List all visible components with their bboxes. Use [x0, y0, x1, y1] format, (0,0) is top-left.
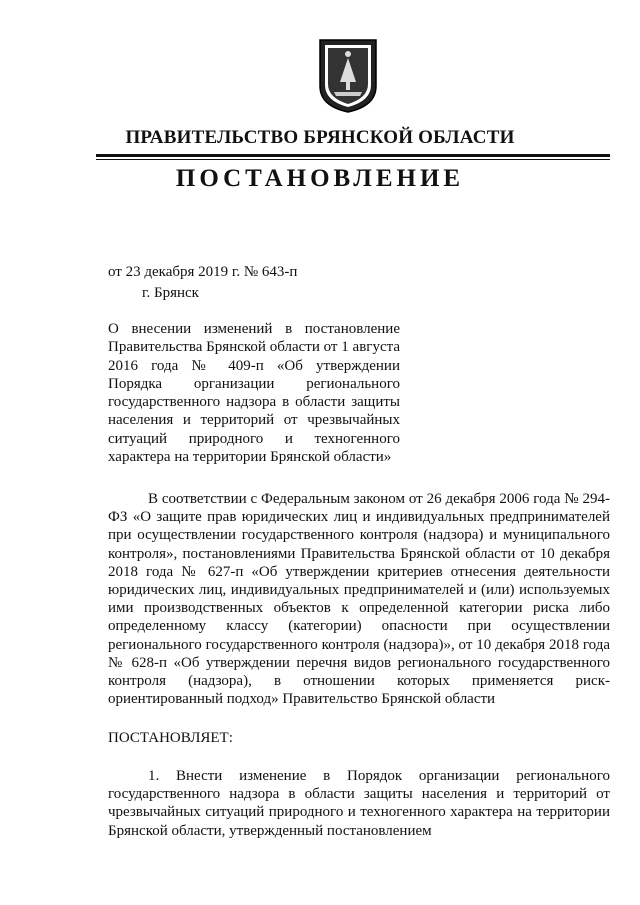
coat-of-arms-icon	[316, 36, 380, 114]
header-rule-thick	[96, 154, 610, 157]
city-line: г. Брянск	[142, 285, 199, 301]
body-text	[108, 490, 610, 708]
document-type-title: ПОСТАНОВЛЕНИЕ	[175, 165, 465, 192]
date-number-line: от 23 декабря 2019 г. № 643-п	[108, 264, 298, 280]
body-paragraph: В соответствии с Федеральным законом от 26 декабря 2006 года № 294-ФЗ «О защите прав юридических лиц и индивидуальных предпринимателей при осуществлении государственного контроля (надзора) и муниципального контроля», постановлениями Правительства Брянской области от 10 декабря 2018 года № 627-п «Об утверждении критериев отнесения деятельности юридических лиц, индивидуальных предпринимателей и (или) используемых ими производственных объектов к определенной категории риска либо определенному классу (категории) опасности при осуществлении регионального государственного контроля (надзора)», от 10 декабря 2018 года № 628-п «Об утверждении перечня видов регионального государственного контроля (надзора), в отношении которых применяется риск-ориентированный подход» Правительство Брянской области	[108, 491, 610, 708]
item-1-paragraph: 1. Внести изменение в Порядок организации регионального государственного надзора в области защиты населения и территорий от чрезвычайных ситуаций природного и техногенного характера на территории Брянской области, утвержденный постановлением	[108, 768, 610, 839]
organization-title: ПРАВИТЕЛЬСТВО БРЯНСКОЙ ОБЛАСТИ	[125, 127, 515, 148]
resolves-heading: ПОСТАНОВЛЯЕТ:	[108, 730, 233, 746]
document-subject: О внесении изменений в постановление Правительства Брянской области от 1 августа 2016 года № 409-п «Об утверждении Порядка организации регионального государственного надзора в области защиты населения и территорий от чрезвычайных ситуаций природного и техногенного характера на территории Брянской области»	[108, 321, 400, 466]
header-rule-thin	[96, 159, 610, 160]
